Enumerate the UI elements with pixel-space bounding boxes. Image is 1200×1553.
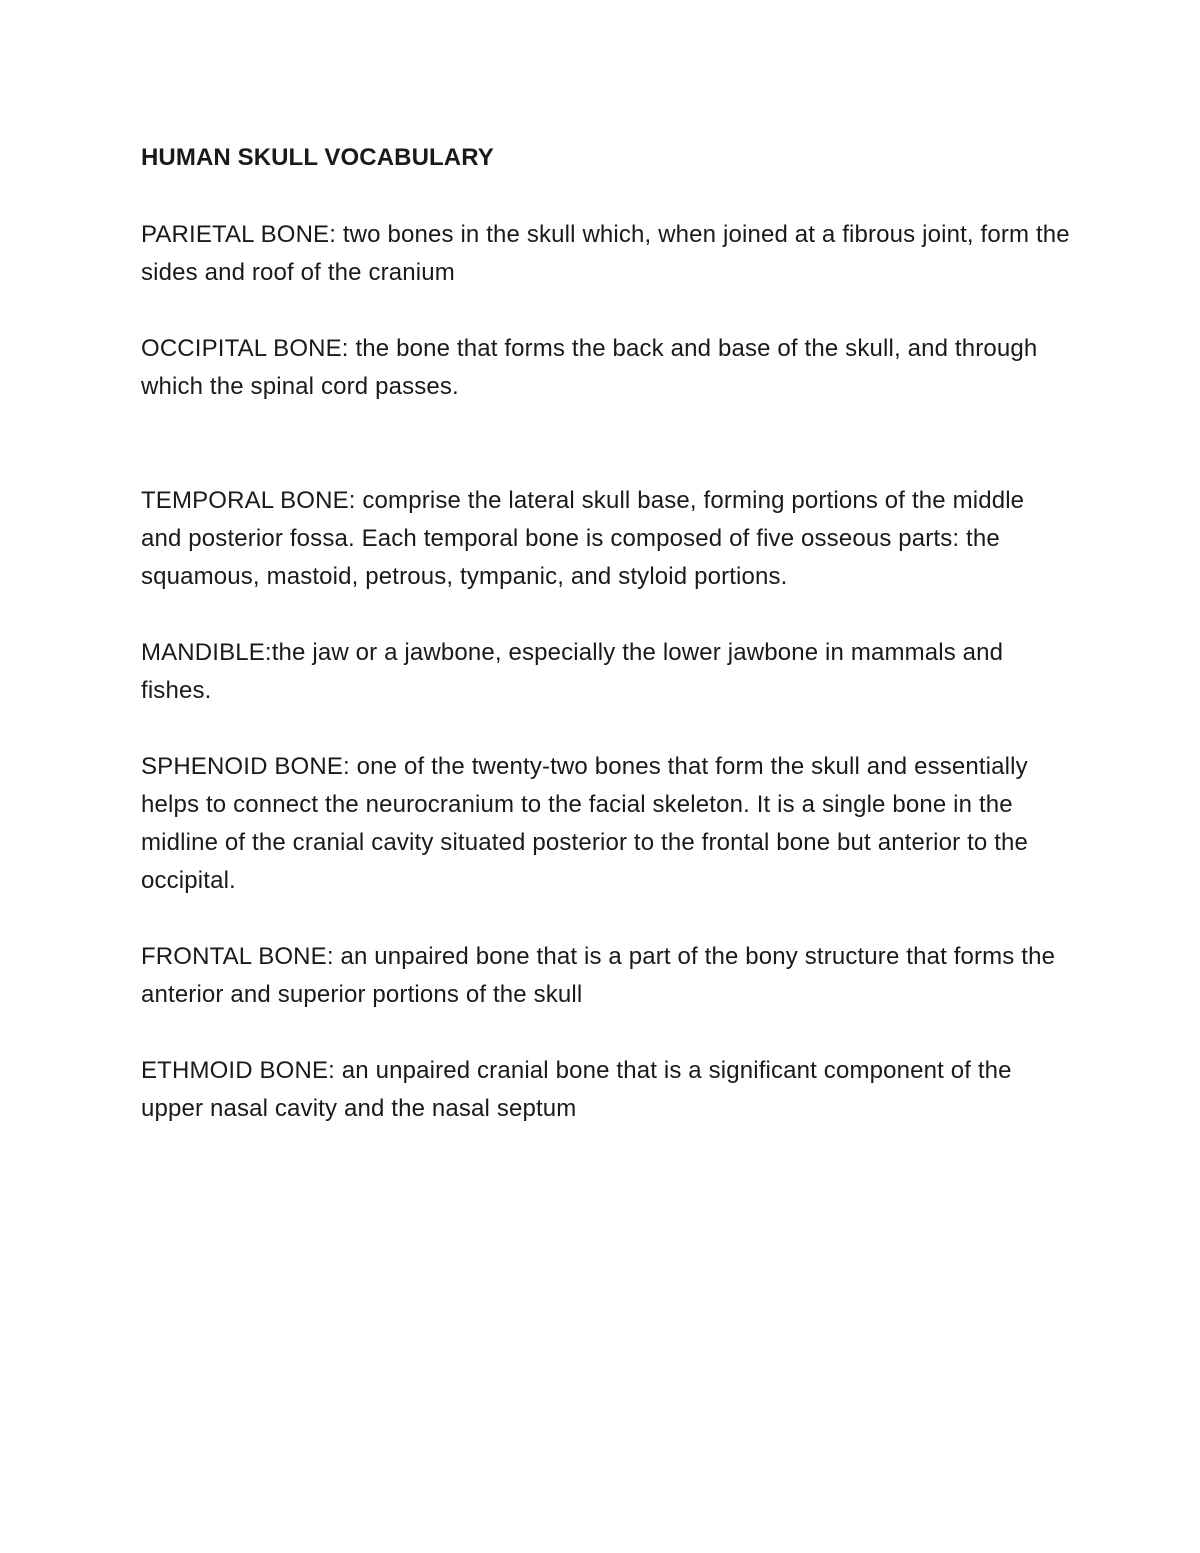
entry-ethmoid-bone	[141, 1052, 1071, 1128]
document-body	[141, 140, 1071, 1166]
entry-term: TEMPORAL BONE:	[141, 487, 356, 514]
entry-definition: the jaw or a jawbone, especially the lower jawbone in mammals and fishes.	[141, 639, 1004, 704]
entry-definition: comprise the lateral skull base, forming portions of the middle and posterior fossa. Each temporal bone is composed of five osseous parts: the squamous, mastoid, petrous, tympanic, and styloid portions.	[141, 487, 1025, 590]
entry-frontal-bone	[141, 938, 1071, 1014]
entry-mandible	[141, 634, 1071, 710]
document-title: HUMAN SKULL VOCABULARY	[141, 144, 494, 171]
entry-parietal-bone	[141, 216, 1071, 292]
entry-term: PARIETAL BONE:	[141, 221, 337, 248]
entry-definition: an unpaired bone that is a part of the bony structure that forms the anterior and superior portions of the skull	[141, 943, 1056, 1008]
entry-definition: two bones in the skull which, when joined at a fibrous joint, form the sides and roof of the cranium	[141, 221, 1070, 286]
entry-term: FRONTAL BONE:	[141, 943, 334, 970]
entry-term: SPHENOID BONE:	[141, 753, 350, 780]
entry-term: ETHMOID BONE:	[141, 1057, 335, 1084]
entry-sphenoid-bone	[141, 748, 1071, 900]
entry-term: OCCIPITAL BONE:	[141, 335, 349, 362]
entry-definition: one of the twenty-two bones that form the skull and essentially helps to connect the neurocranium to the facial skeleton. It is a single bone in the midline of the cranial cavity situated posterior to the frontal bone but anterior to the occipital.	[141, 753, 1029, 894]
entry-term: MANDIBLE:	[141, 639, 272, 666]
entry-temporal-bone	[141, 482, 1071, 596]
entry-occipital-bone	[141, 330, 1071, 406]
entry-definition: an unpaired cranial bone that is a significant component of the upper nasal cavity and the nasal septum	[141, 1057, 1012, 1122]
entry-definition: the bone that forms the back and base of the skull, and through which the spinal cord passes.	[141, 335, 1038, 400]
